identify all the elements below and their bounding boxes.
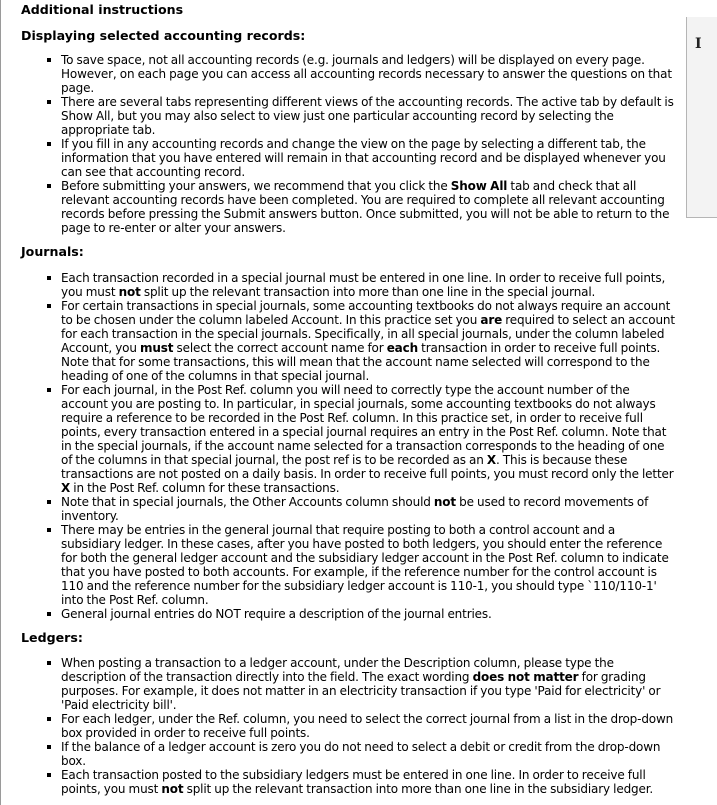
instruction-text: For each journal, in the Post Ref. column you will need to correctly type the account number of the account you are posting to. In particular, in special journals, some accounting textbooks do not always require a reference to be recorded in the Post Ref. column. In this practice set, in order to receive full points, every transaction entered in a special journal requires an entry in the Post Ref. column. Note that in the special journals, if the account name selected for a transaction corresponds to the heading of one of the columns in that special journal, the post ref is to be recorded as an: [61, 383, 667, 467]
emphasis-text: each: [386, 341, 418, 355]
section-heading-ledgers: Ledgers:: [21, 630, 83, 645]
instruction-text: There are several tabs representing different views of the accounting records. The active tab by default is Show All, but you may also select to view just one particular accounting record by selecting the appropriate tab.: [61, 95, 674, 137]
instruction-text: be used to record movements of inventory.: [61, 495, 649, 523]
emphasis-text: X: [486, 453, 496, 467]
list-item: [1, 656, 683, 712]
instruction-text: split up the relevant transaction into more than one line in the special journal.: [140, 285, 596, 299]
emphasis-text: not: [433, 495, 456, 509]
emphasis-text: must: [140, 341, 174, 355]
journals-instructions-list: [1, 271, 683, 621]
list-item: [1, 768, 683, 796]
section-heading-journals: Journals:: [21, 244, 84, 259]
list-item: [1, 383, 683, 495]
list-item: [1, 271, 683, 299]
instruction-text: . This is because these transactions are not posted on a daily basis. In order to receive full points, you must record only the letter: [61, 453, 674, 481]
emphasis-text: are: [480, 313, 503, 327]
list-item: [1, 712, 683, 740]
instruction-text: If the balance of a ledger account is zero you do not need to select a debit or credit from the drop-down box.: [61, 740, 661, 768]
instruction-text: Before submitting your answers, we recommend that you click the: [61, 179, 451, 193]
list-item: [1, 53, 683, 95]
section-heading-display: Displaying selected accounting records:: [21, 28, 306, 43]
list-item: [1, 137, 683, 179]
list-item: [1, 523, 683, 607]
instruction-text: General journal entries do NOT require a description of the journal entries.: [61, 607, 492, 621]
emphasis-text: not: [161, 782, 184, 796]
display-instructions-list: [1, 53, 683, 235]
ledgers-instructions-list: [1, 656, 683, 796]
instruction-text: in the Post Ref. column for these transactions.: [70, 481, 340, 495]
instruction-text: Each transaction posted to the subsidiary ledgers must be entered in one line. In order to receive full points, you must: [61, 768, 646, 796]
emphasis-text: not: [118, 285, 141, 299]
list-item: [1, 495, 683, 523]
instruction-text: required to select an account for each transaction in the special journals. Specifically, in all special journals, under the column labeled Account, you: [61, 313, 675, 355]
instruction-text: tab and check that all relevant accounting records have been completed. You are required to complete all relevant accounting records before pressing the Submit answers button. Once submitted, you will not be able to return to the page to re-enter or alter your answers.: [61, 179, 670, 235]
instruction-text: There may be entries in the general journal that require posting to both a control account and a subsidiary ledger. In these cases, after you have posted to both ledgers, you should enter the reference for both the general ledger account and the subsidiary ledger account in the Post Ref. column to indicate that you have posted to both accounts. For example, if the reference number for the control account is 110 and the reference number for the subsidiary ledger account is 110-1, you should type `110/110-1' into the Post Ref. column.: [61, 523, 669, 607]
instruction-text: select the correct account name for: [173, 341, 387, 355]
page-title: Additional instructions: [21, 2, 184, 17]
side-panel-text: I: [695, 36, 702, 52]
instruction-text: Note that in special journals, the Other Accounts column should: [61, 495, 434, 509]
instruction-text: To save space, not all accounting records (e.g. journals and ledgers) will be displayed on every page. However, on each page you can access all accounting records necessary to answer the questions on that page.: [61, 53, 672, 95]
instruction-text: For each ledger, under the Ref. column, you need to select the correct journal from a list in the drop-down box provided in order to receive full points.: [61, 712, 674, 740]
list-item: [1, 740, 683, 768]
list-item: [1, 179, 683, 235]
list-item: [1, 607, 683, 621]
list-item: [1, 95, 683, 137]
instruction-text: split up the relevant transaction into more than one line in the subsidiary ledger.: [183, 782, 654, 796]
instruction-text: transaction in order to receive full points. Note that for some transactions, this will mean that the account name selected will correspond to the heading of one of the columns in that special journal.: [61, 341, 661, 383]
emphasis-text: Show All: [450, 179, 508, 193]
instruction-text: For certain transactions in special journals, some accounting textbooks do not always require an account to be chosen under the column labeled Account. In this practice set you: [61, 299, 671, 327]
instruction-text: When posting a transaction to a ledger account, under the Description column, please type the description of the transaction directly into the field. The exact wording: [61, 656, 614, 684]
instruction-text: for grading purposes. For example, it does not matter in an electricity transaction if you type 'Paid for electricity' or 'Paid electricity bill'.: [61, 670, 661, 712]
emphasis-text: X: [61, 481, 71, 495]
side-panel: [686, 17, 717, 218]
list-item: [1, 299, 683, 383]
instruction-text: Each transaction recorded in a special journal must be entered in one line. In order to receive full points, you must: [61, 271, 666, 299]
emphasis-text: does not matter: [472, 670, 579, 684]
instruction-text: If you fill in any accounting records and change the view on the page by selecting a different tab, the information that you have entered will remain in that accounting record and be displayed whenever you can see that accounting record.: [61, 137, 666, 179]
